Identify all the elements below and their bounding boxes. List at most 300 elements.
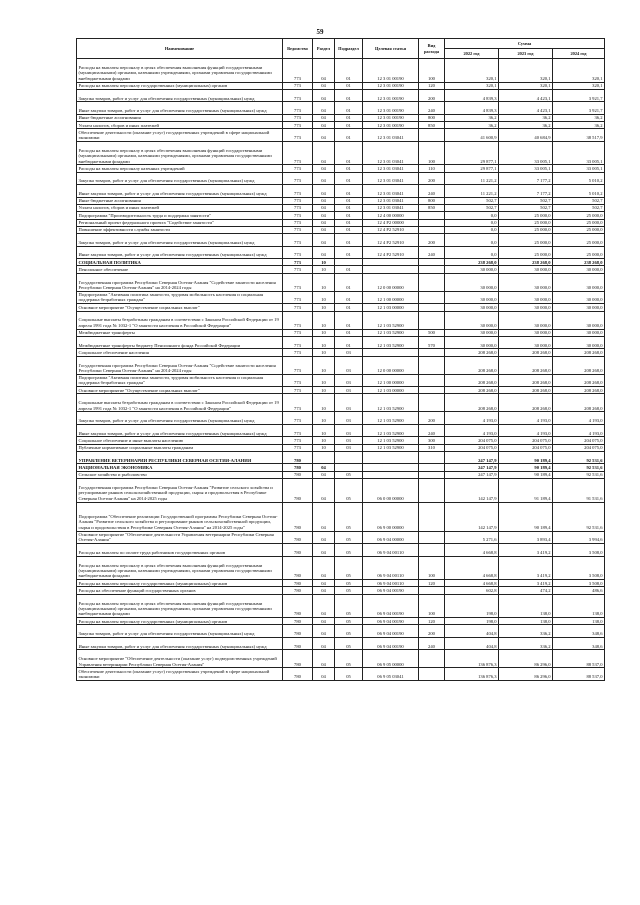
table-row [77, 594, 605, 618]
row-razdel: 10 [313, 387, 335, 394]
table-row [77, 172, 605, 185]
table-row [77, 226, 605, 233]
row-2023: 502,7 [499, 197, 553, 204]
table-row [77, 580, 605, 587]
row-vr [419, 587, 445, 594]
row-podrazdel: 01 [335, 273, 363, 291]
row-vr: 800 [419, 197, 445, 204]
row-2024: 33 005,1 [553, 165, 605, 172]
row-razdel: 04 [313, 587, 335, 594]
budget-table [76, 38, 605, 681]
row-vr [419, 349, 445, 356]
row-2022: 29 877,1 [445, 165, 499, 172]
row-vedom: 773 [283, 197, 313, 204]
row-vr: 200 [419, 234, 445, 247]
row-vedom: 773 [283, 311, 313, 329]
row-podrazdel: 03 [335, 394, 363, 412]
row-vedom: 773 [283, 336, 313, 349]
row-2024: 25 000,0 [553, 219, 605, 226]
row-vr: 240 [419, 185, 445, 198]
row-podrazdel: 03 [335, 437, 363, 444]
row-2022: 5 271,6 [445, 531, 499, 544]
row-vedom: 773 [283, 412, 313, 425]
page-number: 59 [316, 28, 324, 36]
row-name: Подпрограмма "Производительность труда и поддержка занятости" [77, 212, 283, 219]
row-2023: 90 189,4 [499, 451, 553, 464]
row-vr: 240 [419, 424, 445, 437]
row-razdel: 04 [313, 226, 335, 233]
row-razdel: 10 [313, 412, 335, 425]
row-2022: 4 668,8 [445, 556, 499, 580]
row-razdel: 04 [313, 82, 335, 89]
row-2023: 208 268,0 [499, 387, 553, 394]
row-name: Основное мероприятие "Обеспечение деятельности (оказание услуг) подведомственных учреждений Управления ветеринарии Республики Северная Осетия-Алания" [77, 650, 283, 668]
row-vedom: 773 [283, 219, 313, 226]
row-vedom: 773 [283, 259, 313, 266]
row-2023: 36,2 [499, 122, 553, 129]
row-vr [419, 668, 445, 681]
row-2024: 92 531,6 [553, 502, 605, 531]
row-2022: 11 221,2 [445, 172, 499, 185]
row-podrazdel: 01 [335, 185, 363, 198]
row-cs: 06 9 05 03041 [363, 668, 419, 681]
row-name: Закупка товаров, работ и услуг для обеспечения государственных (муниципальных) нужд [77, 412, 283, 425]
row-2022: 136 876,3 [445, 668, 499, 681]
row-cs: 12 4 P2 00000 [363, 219, 419, 226]
row-vedom: 780 [283, 544, 313, 557]
row-podrazdel: 05 [335, 625, 363, 638]
row-2022: 30 000,0 [445, 266, 499, 273]
row-name: Иные бюджетные ассигнования [77, 114, 283, 121]
row-cs: 12 0 00 00000 [363, 356, 419, 374]
row-2023: 25 000,0 [499, 226, 553, 233]
table-row [77, 82, 605, 89]
row-2022: 320,1 [445, 59, 499, 83]
row-cs: 06 9 04 00190 [363, 637, 419, 650]
table-row [77, 219, 605, 226]
row-2024: 208 268,0 [553, 394, 605, 412]
row-podrazdel: 05 [335, 531, 363, 544]
table-row [77, 336, 605, 349]
row-cs: 12 1 03 00000 [363, 387, 419, 394]
table-row [77, 185, 605, 198]
row-podrazdel: 01 [335, 266, 363, 273]
row-2023: 208 268,0 [499, 394, 553, 412]
row-name: НАЦИОНАЛЬНАЯ ЭКОНОМИКА [77, 464, 283, 471]
row-vr: 110 [419, 165, 445, 172]
table-row [77, 259, 605, 266]
row-vr: 800 [419, 114, 445, 121]
row-2022: 136 876,3 [445, 650, 499, 668]
row-2023: 36,2 [499, 114, 553, 121]
row-name: Межбюджетные трансферты [77, 329, 283, 336]
row-2024: 5 010,2 [553, 172, 605, 185]
row-razdel: 10 [313, 444, 335, 451]
row-vedom: 780 [283, 580, 313, 587]
row-vedom: 780 [283, 587, 313, 594]
row-podrazdel: 01 [335, 141, 363, 165]
row-2023: 4 193,0 [499, 424, 553, 437]
row-vedom: 773 [283, 394, 313, 412]
row-podrazdel: 01 [335, 212, 363, 219]
row-podrazdel: 05 [335, 471, 363, 478]
row-2022: 142 147,9 [445, 479, 499, 503]
row-2022: 247 147,9 [445, 451, 499, 464]
row-vedom: 773 [283, 82, 313, 89]
row-podrazdel: 05 [335, 479, 363, 503]
row-2023: 502,7 [499, 204, 553, 211]
row-vr [419, 531, 445, 544]
table-row [77, 273, 605, 291]
row-cs: 12 1 03 52900 [363, 412, 419, 425]
row-razdel: 10 [313, 291, 335, 304]
row-podrazdel: 01 [335, 304, 363, 311]
row-vedom: 780 [283, 618, 313, 625]
row-name: Закупка товаров, работ и услуг для обеспечения государственных (муниципальных) нужд [77, 89, 283, 102]
col-vedom-header: Ведомство [283, 39, 313, 59]
row-2024: 208 268,0 [553, 387, 605, 394]
row-podrazdel: 01 [335, 234, 363, 247]
row-vr [419, 291, 445, 304]
row-cs: 12 1 00 00000 [363, 291, 419, 304]
row-name: Обеспечение деятельности (оказание услуг) государственных учреждений в сфере национальной экономики [77, 129, 283, 142]
row-podrazdel: 01 [335, 197, 363, 204]
row-2022: 320,1 [445, 82, 499, 89]
row-vedom: 780 [283, 637, 313, 650]
row-2022: 4 193,0 [445, 424, 499, 437]
row-2022: 30 000,0 [445, 329, 499, 336]
row-name: Расходы на выплаты персоналу государственных (муниципальных) органов [77, 580, 283, 587]
table-row [77, 304, 605, 311]
row-podrazdel: 01 [335, 336, 363, 349]
row-2023: 33 005,1 [499, 141, 553, 165]
row-2024: 88 537,0 [553, 668, 605, 681]
table-row [77, 329, 605, 336]
row-cs: 06 9 05 00000 [363, 650, 419, 668]
table-row [77, 374, 605, 387]
row-vr [419, 356, 445, 374]
row-vedom: 773 [283, 122, 313, 129]
row-vedom: 773 [283, 234, 313, 247]
row-cs: 12 3 01 03041 [363, 172, 419, 185]
row-vedom: 773 [283, 246, 313, 259]
row-2023: 204 075,0 [499, 444, 553, 451]
row-2023: 25 000,0 [499, 219, 553, 226]
row-vr: 500 [419, 329, 445, 336]
row-name: Расходы на выплаты персоналу государственных (муниципальных) органов [77, 82, 283, 89]
table-row [77, 394, 605, 412]
row-cs: 12 3 01 03041 [363, 185, 419, 198]
row-2022: 204 075,0 [445, 437, 499, 444]
row-name: СОЦИАЛЬНАЯ ПОЛИТИКА [77, 259, 283, 266]
row-vr: 300 [419, 437, 445, 444]
row-name: Межбюджетные трансферты бюджету Пенсионного фонда Российской Федерации [77, 336, 283, 349]
row-2024: 92 531,6 [553, 471, 605, 478]
row-2024: 238 268,0 [553, 259, 605, 266]
row-vedom: 780 [283, 502, 313, 531]
row-razdel: 04 [313, 637, 335, 650]
row-razdel: 04 [313, 531, 335, 544]
row-cs: 06 9 04 00110 [363, 580, 419, 587]
row-name: Государственная программа Республики Северная Осетия-Алания "Развитие сельского хозяйства и регулирование рынков сельскохозяйственной продукции, сырья и продовольствия в Республике Северная Осетия-Алания" на 2014-2025 годы [77, 479, 283, 503]
row-podrazdel: 05 [335, 502, 363, 531]
row-name: Публичные нормативные социальные выплаты гражданам [77, 444, 283, 451]
row-2023: 3 893,4 [499, 531, 553, 544]
row-2023: 30 000,0 [499, 291, 553, 304]
row-name: Социальные выплаты безработным гражданам в соответствии с Законом Российской Федерации от 19 апреля 1991 года № 1032-1 "О занятости населения в Российской Федерации" [77, 394, 283, 412]
row-vr [419, 304, 445, 311]
row-2023: 336,2 [499, 625, 553, 638]
col-2023-header: 2023 год [499, 49, 553, 59]
table-row [77, 444, 605, 451]
row-razdel: 04 [313, 102, 335, 115]
row-podrazdel: 01 [335, 311, 363, 329]
row-razdel: 10 [313, 356, 335, 374]
row-cs: 12 3 01 03041 [363, 204, 419, 211]
row-razdel: 04 [313, 165, 335, 172]
row-2023: 30 000,0 [499, 329, 553, 336]
row-2022: 4 193,0 [445, 412, 499, 425]
row-name: Уплата налогов, сборов и иных платежей [77, 204, 283, 211]
table-row [77, 464, 605, 471]
row-2023: 86 296,0 [499, 668, 553, 681]
row-name: УПРАВЛЕНИЕ ВЕТЕРИНАРИИ РЕСПУБЛИКИ СЕВЕРНАЯ ОСЕТИЯ-АЛАНИЯ [77, 451, 283, 464]
row-vedom: 780 [283, 594, 313, 618]
row-podrazdel: 01 [335, 129, 363, 142]
table-row [77, 625, 605, 638]
table-row [77, 556, 605, 580]
row-2024: 36,2 [553, 122, 605, 129]
row-2022: 502,7 [445, 197, 499, 204]
row-2022: 502,7 [445, 204, 499, 211]
row-razdel: 04 [313, 479, 335, 503]
row-2023: 90 189,4 [499, 464, 553, 471]
row-vr: 310 [419, 444, 445, 451]
table-row [77, 102, 605, 115]
row-2022: 247 147,9 [445, 471, 499, 478]
row-2023: 208 268,0 [499, 374, 553, 387]
col-podrazdel-header: Подраздел [335, 39, 363, 59]
row-cs: 12 1 03 52900 [363, 394, 419, 412]
row-razdel: 04 [313, 129, 335, 142]
row-podrazdel: 01 [335, 114, 363, 121]
row-vedom: 773 [283, 356, 313, 374]
row-podrazdel: 05 [335, 587, 363, 594]
row-2023: 320,1 [499, 82, 553, 89]
table-row [77, 479, 605, 503]
row-2024: 33 005,1 [553, 141, 605, 165]
row-cs: 06 9 04 00190 [363, 625, 419, 638]
table-row [77, 129, 605, 142]
row-podrazdel: 01 [335, 204, 363, 211]
row-vedom: 773 [283, 129, 313, 142]
row-2023: 7 177,2 [499, 172, 553, 185]
row-2022: 4 839,3 [445, 102, 499, 115]
row-2023: 25 000,0 [499, 212, 553, 219]
row-vedom: 780 [283, 556, 313, 580]
row-2022: 0,0 [445, 212, 499, 219]
row-name: Основное мероприятие "Осуществление социальных выплат" [77, 304, 283, 311]
row-cs: 06 9 04 00190 [363, 618, 419, 625]
table-row [77, 266, 605, 273]
row-razdel: 04 [313, 502, 335, 531]
row-podrazdel: 01 [335, 291, 363, 304]
row-name: Иные закупки товаров, работ и услуг для обеспечения государственных (муниципальных) нужд [77, 185, 283, 198]
row-podrazdel: 03 [335, 374, 363, 387]
row-razdel: 04 [313, 650, 335, 668]
table-row [77, 291, 605, 304]
row-2023: 3 419,2 [499, 556, 553, 580]
row-cs: 12 1 03 52900 [363, 437, 419, 444]
row-2024: 25 000,0 [553, 234, 605, 247]
row-razdel: 04 [313, 185, 335, 198]
row-cs: 12 1 03 52900 [363, 336, 419, 349]
row-vr [419, 451, 445, 464]
row-podrazdel: 05 [335, 594, 363, 618]
row-2024: 204 075,0 [553, 437, 605, 444]
row-name: Иные закупки товаров, работ и услуг для обеспечения государственных (муниципальных) нужд [77, 246, 283, 259]
row-podrazdel: 01 [335, 219, 363, 226]
table-row [77, 246, 605, 259]
row-name: Социальные выплаты безработным гражданам в соответствии с Законом Российской Федерации от 19 апреля 1991 года № 1032-1 "О занятости населения в Российской Федерации" [77, 311, 283, 329]
row-name: Уплата налогов, сборов и иных платежей [77, 122, 283, 129]
row-2024: 3 921,7 [553, 102, 605, 115]
row-vr [419, 259, 445, 266]
row-2024: 30 000,0 [553, 266, 605, 273]
row-name: Повышение эффективности службы занятости [77, 226, 283, 233]
row-vedom: 780 [283, 668, 313, 681]
row-2023: 30 000,0 [499, 273, 553, 291]
row-vr: 100 [419, 594, 445, 618]
row-razdel: 04 [313, 219, 335, 226]
row-name: Сельское хозяйство и рыболовство [77, 471, 283, 478]
row-2024: 3 508,0 [553, 556, 605, 580]
row-2024: 36,2 [553, 114, 605, 121]
row-razdel: 04 [313, 114, 335, 121]
row-2023: 238 268,0 [499, 259, 553, 266]
table-row [77, 424, 605, 437]
row-podrazdel: 03 [335, 356, 363, 374]
row-vr [419, 273, 445, 291]
row-cs [363, 349, 419, 356]
row-vr: 850 [419, 204, 445, 211]
table-row [77, 197, 605, 204]
row-podrazdel: 01 [335, 329, 363, 336]
row-razdel: 04 [313, 212, 335, 219]
row-podrazdel: 01 [335, 246, 363, 259]
row-2022: 204 075,0 [445, 444, 499, 451]
row-razdel: 10 [313, 311, 335, 329]
row-cs: 12 3 01 00190 [363, 89, 419, 102]
table-row [77, 89, 605, 102]
row-vr [419, 129, 445, 142]
row-2024: 4 193,0 [553, 412, 605, 425]
row-vr [419, 387, 445, 394]
row-vr: 200 [419, 625, 445, 638]
row-podrazdel: 05 [335, 556, 363, 580]
row-name: Иные закупки товаров, работ и услуг для обеспечения государственных (муниципальных) нужд [77, 102, 283, 115]
row-2024: 88 537,0 [553, 650, 605, 668]
row-vr: 240 [419, 102, 445, 115]
row-cs: 12 3 01 00190 [363, 82, 419, 89]
row-2024: 208 268,0 [553, 349, 605, 356]
row-2023: 91 189,4 [499, 479, 553, 503]
row-2022: 208 268,0 [445, 394, 499, 412]
row-vedom: 773 [283, 444, 313, 451]
row-2022: 404,8 [445, 625, 499, 638]
row-vedom: 780 [283, 650, 313, 668]
row-name: Расходы на выплаты персоналу казенных учреждений [77, 165, 283, 172]
row-razdel: 04 [313, 204, 335, 211]
row-cs: 06 9 00 00000 [363, 502, 419, 531]
row-vedom: 773 [283, 266, 313, 273]
row-vr: 570 [419, 336, 445, 349]
row-vr [419, 266, 445, 273]
col-name-header: Наименование [77, 39, 283, 59]
table-row [77, 650, 605, 668]
row-cs: 12 3 01 00190 [363, 59, 419, 83]
row-2022: 41 600,9 [445, 129, 499, 142]
table-row [77, 212, 605, 219]
row-podrazdel: 05 [335, 544, 363, 557]
row-2022: 238 268,0 [445, 259, 499, 266]
row-podrazdel: 01 [335, 89, 363, 102]
row-2023: 204 075,0 [499, 437, 553, 444]
row-vr: 240 [419, 637, 445, 650]
row-2023: 474,2 [499, 587, 553, 594]
row-vedom: 773 [283, 437, 313, 444]
col-vr-header: Вид расхода [419, 39, 445, 59]
row-vedom: 780 [283, 464, 313, 471]
row-cs: 06 9 04 00110 [363, 556, 419, 580]
row-podrazdel [335, 464, 363, 471]
row-2024: 92 531,6 [553, 451, 605, 464]
table-row [77, 311, 605, 329]
row-vr [419, 311, 445, 329]
row-2024: 25 000,0 [553, 246, 605, 259]
row-razdel: 04 [313, 580, 335, 587]
row-vedom: 773 [283, 141, 313, 165]
row-vedom: 773 [283, 59, 313, 83]
row-name: Иные закупки товаров, работ и услуг для обеспечения государственных (муниципальных) нужд [77, 424, 283, 437]
col-2024-header: 2024 год [553, 49, 605, 59]
row-2023: 208 268,0 [499, 349, 553, 356]
table-row [77, 544, 605, 557]
row-2023: 86 296,0 [499, 650, 553, 668]
table-row [77, 531, 605, 544]
row-cs: 12 4 P2 52910 [363, 234, 419, 247]
row-cs: 12 1 03 52900 [363, 329, 419, 336]
row-2022: 602,8 [445, 587, 499, 594]
row-2022: 36,2 [445, 114, 499, 121]
row-2023: 25 000,0 [499, 234, 553, 247]
row-name: Иные закупки товаров, работ и услуг для обеспечения государственных (муниципальных) нужд [77, 637, 283, 650]
row-vr: 240 [419, 246, 445, 259]
table-row [77, 437, 605, 444]
row-vr: 120 [419, 580, 445, 587]
row-cs: 06 9 04 00190 [363, 594, 419, 618]
row-cs: 12 1 03 52900 [363, 311, 419, 329]
row-2022: 11 221,2 [445, 185, 499, 198]
row-2023: 4 423,1 [499, 102, 553, 115]
row-2024: 30 000,0 [553, 304, 605, 311]
row-2024: 25 000,0 [553, 226, 605, 233]
row-name: Иные бюджетные ассигнования [77, 197, 283, 204]
row-2022: 29 877,1 [445, 141, 499, 165]
row-2024: 3 508,0 [553, 580, 605, 587]
row-vedom: 773 [283, 204, 313, 211]
row-cs: 06 9 04 00110 [363, 544, 419, 557]
